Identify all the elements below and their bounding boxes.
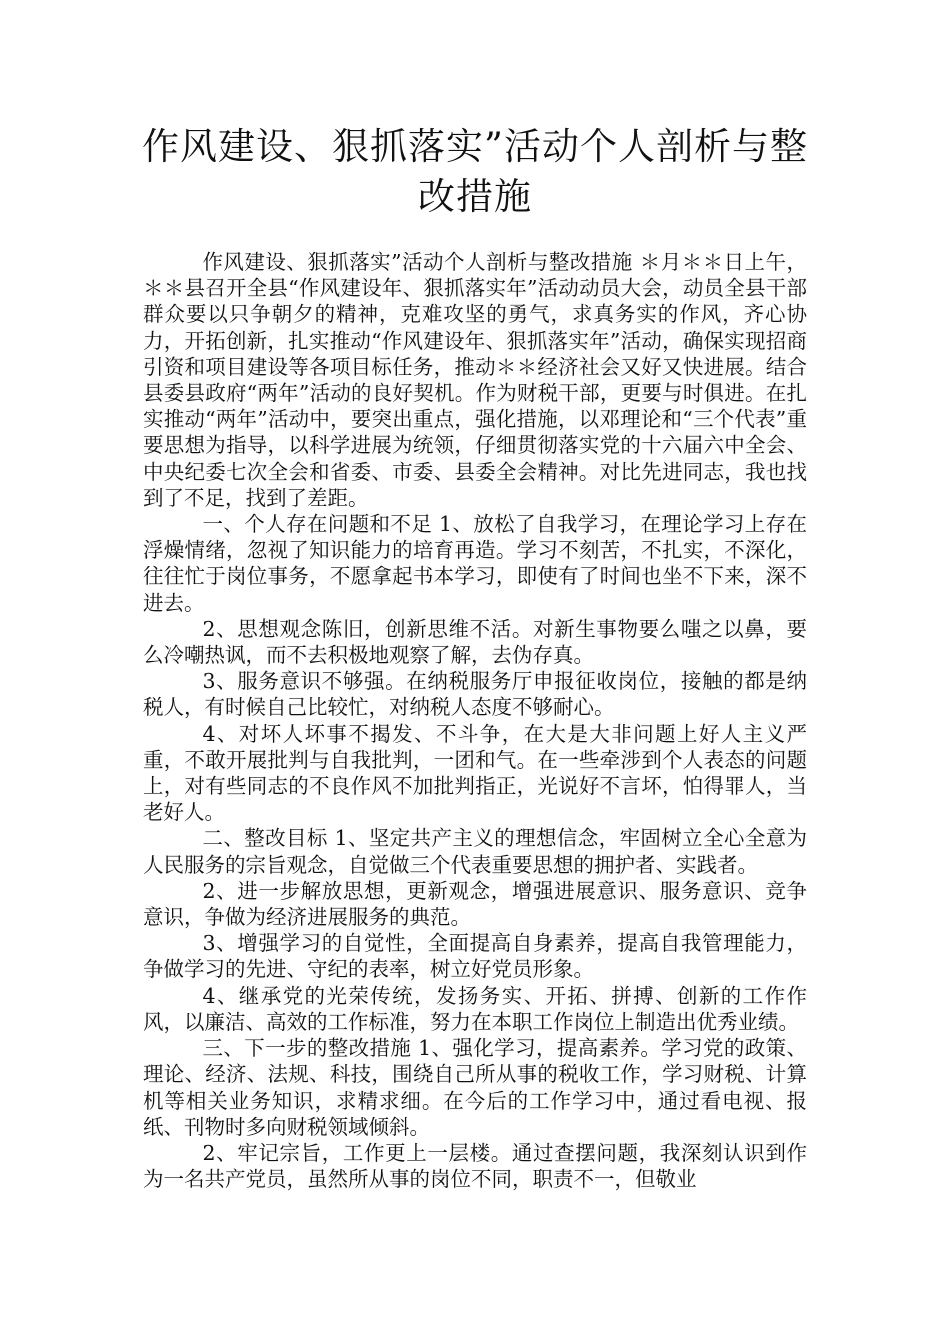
paragraph-problems-1: 一、个人存在问题和不足 1、放松了自我学习，在理论学习上存在浮燥情绪，忽视了知识能力的培育再造。学习不刻苦，不扎实，不深化，往往忙于岗位事务，不愿拿起书本学习，即使有了时间也坐不下来，深不进去。 [143, 512, 807, 615]
paragraph-intro: 作风建设、狠抓落实”活动个人剖析与整改措施 ＊月＊＊日上午，＊＊县召开全县“作风建设年、狠抓落实年”活动动员大会，动员全县干部群众要以只争朝夕的精神，克难攻坚的勇气，求真务实的作风，齐心协力，开拓创新，扎实推动“作风建设年、狠抓落实年”活动，确保实现招商引资和项目建设等各项目标任务，推动＊＊经济社会又好又快进展。结合县委县政府“两年”活动的良好契机。作为财税干部，更要与时俱进。在扎实推动“两年”活动中，要突出重点，强化措施，以邓理论和“三个代表”重要思想为指导，以科学进展为统领，仔细贯彻落实党的十六届六中全会、中央纪委七次全会和省委、市委、县委全会精神。对比先进同志，我也找到了不足，找到了差距。 [143, 250, 807, 510]
paragraph-problems-3: 3、服务意识不够强。在纳税服务厅申报征收岗位，接触的都是纳税人，有时候自己比较忙，对纳税人态度不够耐心。 [143, 669, 807, 720]
document-body [143, 249, 807, 1192]
paragraph-problems-2: 2、思想观念陈旧，创新思维不活。对新生事物要么嗤之以鼻，要么冷嘲热讽，而不去积极地观察了解，去伪存真。 [143, 616, 807, 668]
paragraph-measures-2: 2、牢记宗旨，工作更上一层楼。通过查摆问题，我深刻认识到作为一名共产党员，虽然所从事的岗位不同，职责不一，但敬业 [143, 1140, 807, 1192]
document-title [120, 122, 830, 222]
paragraph-goals-1: 二、整改目标 1、坚定共产主义的理想信念，牢固树立全心全意为人民服务的宗旨观念，自觉做三个代表重要思想的拥护者、实践者。 [143, 826, 807, 877]
paragraph-measures-1: 三、下一步的整改措施 1、强化学习，提高素养。学习党的政策、理论、经济、法规、科技，围绕自己所从事的税收工作，学习财税、计算机等相关业务知识，求精求细。在今后的工作学习中，通过看电视、报纸、刊物时多向财税领域倾斜。 [143, 1036, 807, 1139]
title-line-1: 作风建设、狠抓落实”活动个人剖析与整 [142, 125, 808, 168]
paragraph-goals-4: 4、继承党的光荣传统，发扬务实、开拓、拼搏、创新的工作作风，以廉洁、高效的工作标准，努力在本职工作岗位上制造出优秀业绩。 [143, 983, 807, 1034]
paragraph-goals-2: 2、进一步解放思想，更新观念，增强进展意识、服务意识、竞争意识，争做为经济进展服务的典范。 [143, 878, 807, 930]
paragraph-problems-4: 4、对坏人坏事不揭发、不斗争，在大是大非问题上好人主义严重，不敢开展批判与自我批判，一团和气。在一些牵涉到个人表态的问题上，对有些同志的不良作风不加批判指正，光说好不言坏，怕得罪人，当老好人。 [143, 721, 807, 825]
paragraph-goals-3: 3、增强学习的自觉性，全面提高自身素养，提高自我管理能力，争做学习的先进、守纪的表率，树立好党员形象。 [143, 931, 807, 982]
title-line-2: 改措施 [418, 175, 532, 218]
